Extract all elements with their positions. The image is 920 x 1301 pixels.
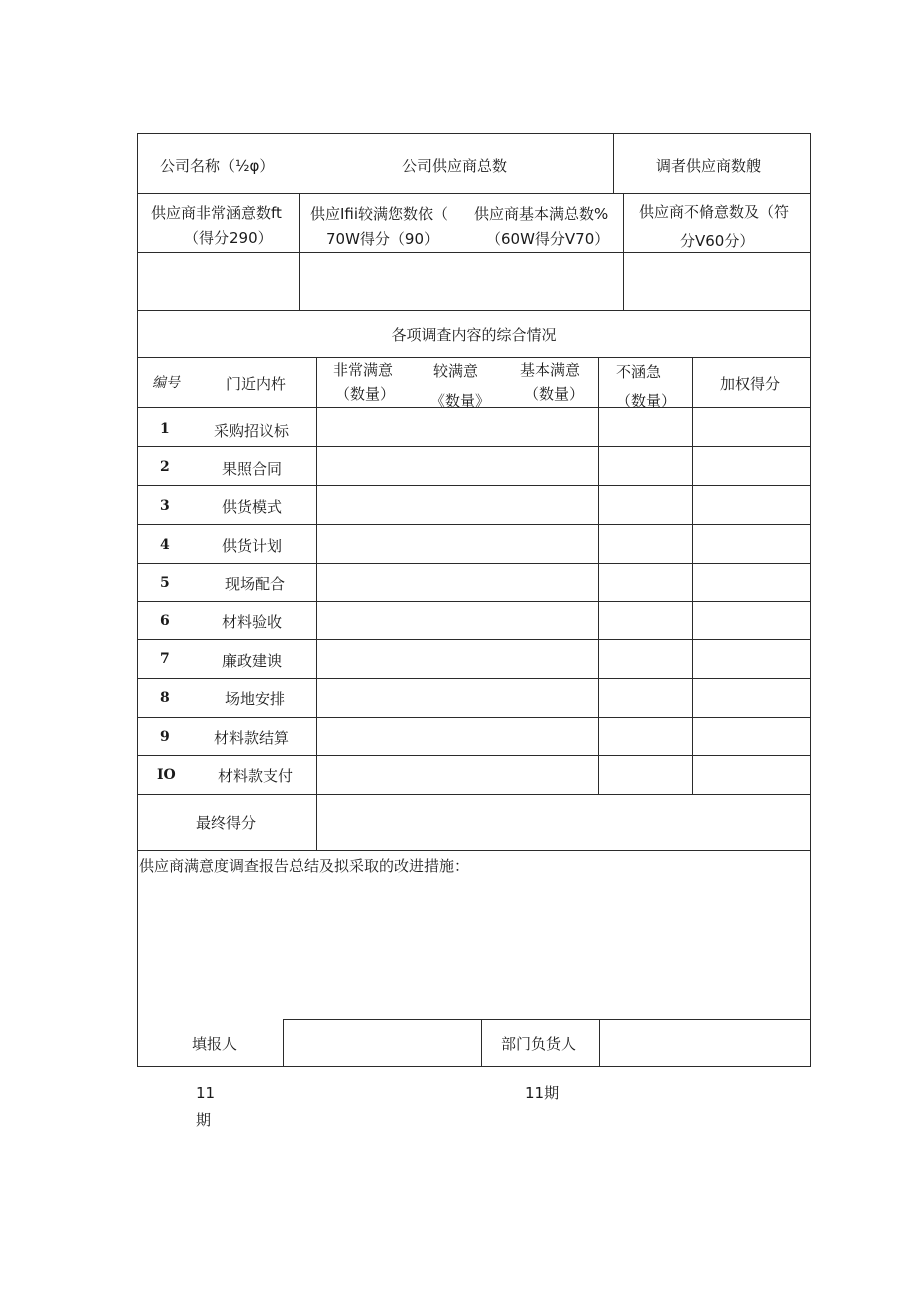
row-item: 材料验收 (222, 613, 283, 631)
very-satisfied-count-label: 供应商非常涵意数ft (151, 204, 282, 222)
row-number: 7 (160, 651, 170, 667)
very-satisfied-value-cell[interactable] (138, 253, 299, 310)
row-number: 4 (160, 537, 170, 553)
col-header-no: 编号 (152, 375, 180, 391)
col-header-fairly-satisfied: 较满意 (433, 362, 479, 380)
middle-value-cell[interactable] (300, 253, 623, 310)
row-number: 8 (160, 690, 170, 706)
very-satisfied-score-label: （得分290） (184, 229, 273, 247)
fairly-satisfied-score-label: 70W得分（90） (326, 230, 440, 248)
date-right: 11期 (525, 1084, 560, 1102)
row-item: 果照合同 (222, 460, 283, 478)
section-title: 各项调査内容的综合情况 (391, 326, 557, 344)
row-item: 供货模式 (222, 498, 283, 516)
col-header-basic-satisfied-qty: （数量） (524, 385, 585, 403)
summary-text-area[interactable] (138, 880, 810, 1018)
row-number: 2 (160, 459, 170, 475)
row-item: 采购招议标 (214, 422, 290, 440)
col-header-unsatisfied: 不涵急 (616, 363, 662, 381)
col-header-basic-satisfied: 基本满意 (520, 361, 581, 379)
col-header-very-satisfied: 非常满意 (333, 361, 394, 379)
col-header-fairly-satisfied-qty: 《数量》 (430, 392, 491, 410)
basic-satisfied-score-label: （60W得分V70） (486, 230, 610, 248)
total-suppliers-label: 公司供应商总数 (402, 157, 508, 175)
basic-satisfied-count-label: 供应商基本满总数% (474, 205, 609, 223)
row-number: 3 (160, 498, 170, 514)
dept-head-label: 部门负货人 (501, 1035, 577, 1053)
company-name-label: 公司名称（½φ） (160, 157, 275, 175)
row-item: 材料款支付 (218, 767, 294, 785)
row-item: 材料款结算 (214, 729, 290, 747)
unsatisfied-value-cell[interactable] (624, 253, 810, 310)
row-number: 6 (160, 613, 170, 629)
unsatisfied-count-label: 供应商不脩意数及（符 (639, 203, 790, 221)
date-left-line2: 期 (196, 1111, 212, 1129)
surveyed-suppliers-label: 调者供应商数艘 (656, 157, 762, 175)
col-header-item: 门近内杵 (226, 375, 287, 393)
col-header-weighted-score: 加权得分 (720, 375, 781, 393)
row-item: 供货计划 (222, 537, 283, 555)
unsatisfied-score-label: 分V60分） (680, 232, 755, 250)
col-header-very-satisfied-qty: （数量） (335, 385, 396, 403)
row-item: 廉政建谀 (222, 652, 283, 670)
dept-head-field[interactable] (600, 1020, 810, 1066)
summary-label: 供应商满意度调查报告总结及拟采取的改进措施： (139, 857, 470, 875)
row-number: 9 (160, 729, 170, 745)
final-score-value-cell[interactable] (317, 795, 810, 850)
date-left-line1: 11 (196, 1084, 216, 1102)
fairly-satisfied-count-label: 供应Ifii较满您数依（ (310, 205, 449, 223)
row-number: IO (157, 767, 176, 783)
row-number: 1 (160, 421, 170, 437)
reporter-field[interactable] (284, 1020, 481, 1066)
row-item: 场地安排 (225, 690, 286, 708)
row-number: 5 (160, 575, 170, 591)
reporter-label: 填报人 (192, 1035, 238, 1053)
final-score-label: 最终得分 (196, 814, 257, 832)
col-header-unsatisfied-qty: （数量） (616, 392, 677, 410)
row-item: 现场配合 (225, 575, 286, 593)
